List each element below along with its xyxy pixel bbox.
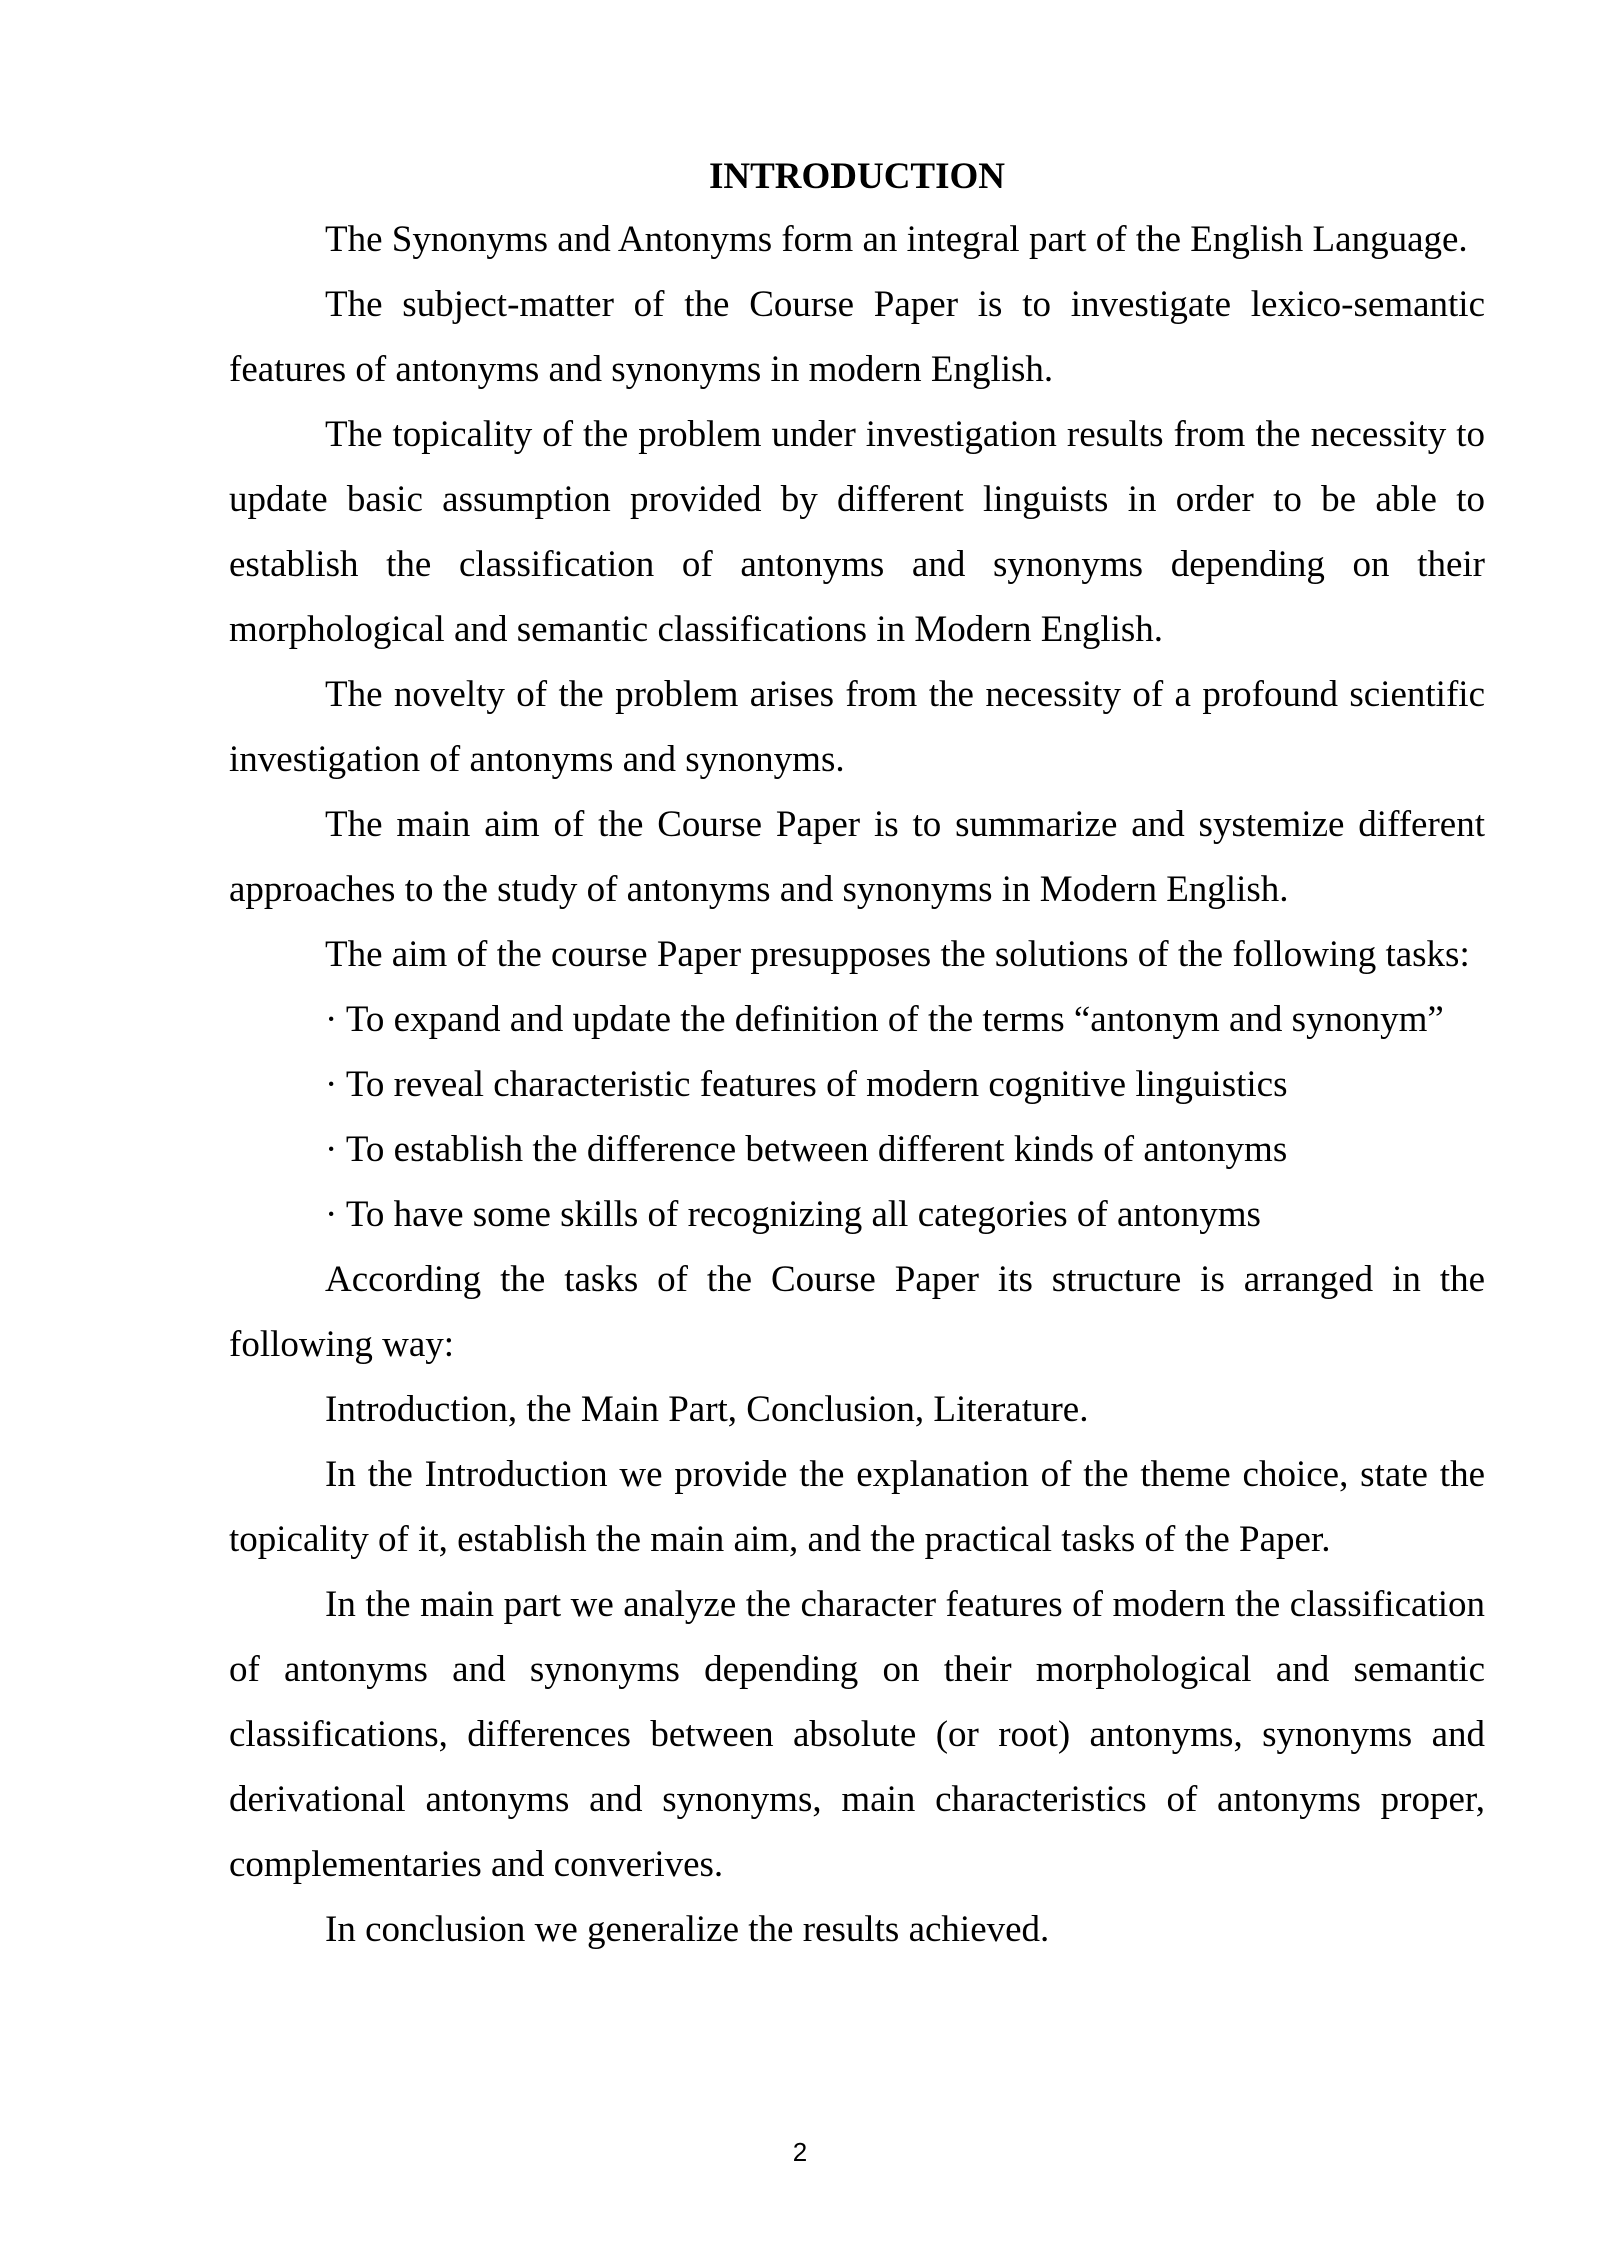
task-item-4: · To have some skills of recognizing all categories of antonyms [325,1194,1261,1235]
task-item-1: · To expand and update the definition of the terms “antonym and synonym” [325,999,1444,1040]
paragraph-2: The subject-matter of the Course Paper is to investigate lexico-semantic features of antonyms and synonyms in modern English. [229,284,1485,390]
structure-intro-paragraph: According the tasks of the Course Paper its structure is arranged in the following way: [229,1259,1485,1365]
paragraph-4: The novelty of the problem arises from the necessity of a profound scientific investigation of antonyms and synonyms. [229,674,1485,780]
page-content [229,147,1485,1962]
paragraph-1: The Synonyms and Antonyms form an integral part of the English Language. [325,219,1468,260]
main-part-description-paragraph: In the main part we analyze the character features of modern the classification of antonyms and synonyms depending on their morphological and semantic classifications, differences between absolute (or root) antonyms, synonyms and derivational antonyms and synonyms, main characteristics of antonyms proper, complementaries and converives. [229,1584,1485,1885]
conclusion-description-paragraph: In conclusion we generalize the results achieved. [325,1909,1050,1950]
introduction-description-paragraph: In the Introduction we provide the explanation of the theme choice, state the topicality of it, establish the main aim, and the practical tasks of the Paper. [229,1454,1485,1560]
paragraph-6: The aim of the course Paper presupposes the solutions of the following tasks: [325,934,1470,975]
paragraph-5: The main aim of the Course Paper is to summarize and systemize different approaches to the study of antonyms and synonyms in Modern English. [229,804,1485,910]
structure-list-paragraph: Introduction, the Main Part, Conclusion, Literature. [325,1389,1089,1430]
task-item-3: · To establish the difference between different kinds of antonyms [325,1129,1288,1170]
task-item-2: · To reveal characteristic features of modern cognitive linguistics [325,1064,1288,1105]
paragraph-3: The topicality of the problem under investigation results from the necessity to update basic assumption provided by different linguists in order to be able to establish the classification of antonyms and synonyms depending on their morphological and semantic classifications in Modern English. [229,414,1485,650]
page-heading: INTRODUCTION [708,156,1006,197]
page-number: 2 [792,2137,808,2167]
